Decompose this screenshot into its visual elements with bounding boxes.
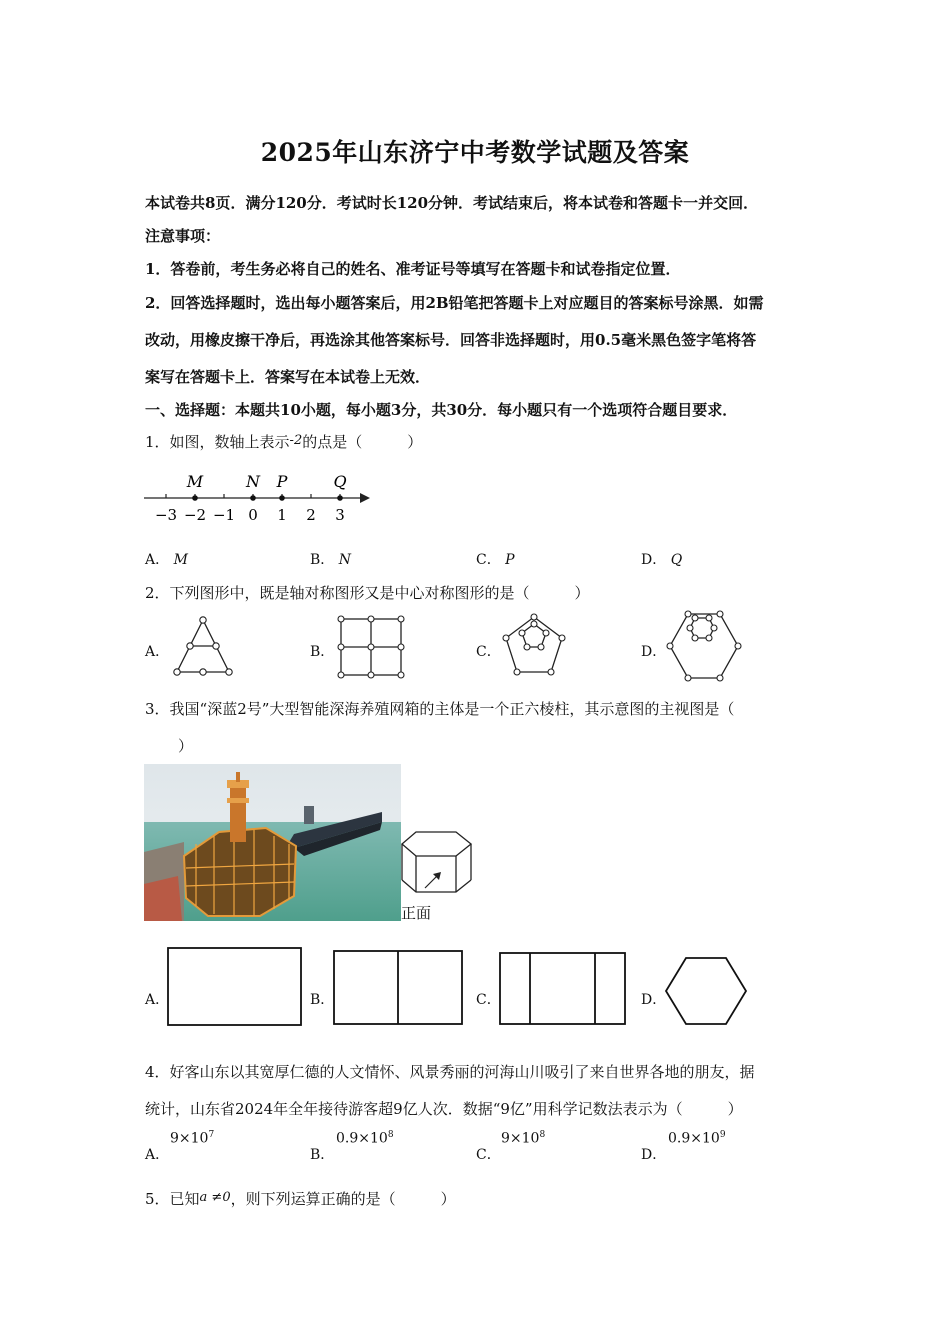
question-4-stem-line-1: 4．好客山东以其宽厚仁德的人文情怀、风景秀丽的河海山川吸引了来自世界各地的朋友，据 [145, 1063, 755, 1081]
number-line-point-label: M [186, 472, 204, 491]
hexagon-figure [664, 608, 744, 682]
number-line-point [192, 495, 198, 501]
number-line-point-label: Q [333, 472, 347, 491]
hexagonal-prism-figure [401, 828, 479, 898]
q4-option-a-label[interactable]: A． [145, 1147, 170, 1163]
q4-option-c-value[interactable]: $9\times 10^8$ [501, 1130, 546, 1147]
number-line-point [250, 495, 256, 501]
number-line-tick-label: −2 [183, 506, 207, 524]
q3-option-d-figure[interactable] [664, 955, 750, 1027]
pentagon-figure [498, 610, 570, 682]
q2-option-b-label[interactable]: B． [310, 644, 335, 660]
number-line-point-label: P [276, 472, 288, 491]
arrow-right-icon [360, 493, 370, 503]
number-line-tick-label: 3 [335, 506, 345, 524]
question-1-stem: 1．如图，数轴上表示-2的点是（ ） [145, 433, 423, 451]
q1-option-c[interactable]: C． P [476, 552, 515, 568]
q3-option-b-figure[interactable] [332, 949, 465, 1027]
q4-option-d-label[interactable]: D． [641, 1147, 667, 1163]
front-view-label: 正面 [401, 904, 432, 922]
number-line-tick-label: 2 [306, 506, 316, 524]
grid-figure [336, 614, 406, 680]
number-line-tick-label: 0 [248, 506, 258, 524]
q3-option-a-label[interactable]: A． [145, 992, 170, 1008]
note-2-line-3: 案写在答题卡上．答案写在本试卷上无效． [145, 368, 431, 386]
q2-option-c-label[interactable]: C． [476, 644, 501, 660]
number-line-tick-label: −3 [154, 506, 178, 524]
q4-option-d-value[interactable]: $0.9\times 10^9$ [668, 1130, 726, 1147]
question-3-stem-line-1: 3．我国“深蓝2号”大型智能深海养殖网箱的主体是一个正六棱柱，其示意图的主视图是（ [145, 700, 735, 718]
question-5-stem: 5．已知a ≠0，则下列运算正确的是（ ） [145, 1190, 456, 1208]
aquaculture-cage-photo [144, 764, 401, 921]
q3-option-c-figure[interactable] [498, 951, 628, 1027]
notes-heading: 注意事项： [145, 227, 221, 245]
q2-option-a-label[interactable]: A． [145, 644, 170, 660]
question-3-stem-line-2: ） [178, 737, 194, 755]
q4-option-b-label[interactable]: B． [310, 1147, 335, 1163]
q1-option-b[interactable]: B． N [310, 552, 351, 568]
q3-option-b-label[interactable]: B． [310, 992, 335, 1008]
q4-option-a-value[interactable]: $9\times 10^7$ [170, 1130, 215, 1147]
q3-option-c-label[interactable]: C． [476, 992, 501, 1008]
number-line-tick-label: −1 [212, 506, 236, 524]
q1-option-d[interactable]: D． Q [641, 552, 683, 568]
number-line-point-label: N [246, 472, 260, 491]
exam-info: 本试卷共8页．满分120分．考试时长120分钟．考试结束后，将本试卷和答题卡一并交回． [145, 194, 759, 212]
note-1: 1．答卷前，考生务必将自己的姓名、准考证号等填写在答题卡和试卷指定位置． [145, 260, 681, 278]
q1-option-a[interactable]: A． M [145, 552, 188, 568]
page-title: 2025年山东济宁中考数学试题及答案 [260, 138, 690, 167]
question-4-stem-line-2: 统计，山东省2024年全年接待游客超9亿人次．数据“9亿”用科学记数法表示为（ ） [145, 1100, 743, 1118]
q2-option-d-label[interactable]: D． [641, 644, 667, 660]
number-line [140, 468, 380, 528]
q3-option-a-figure[interactable] [166, 946, 304, 1028]
question-2-stem: 2．下列图形中，既是轴对称图形又是中心对称图形的是（ ） [145, 584, 590, 602]
triangle-figure [168, 612, 238, 680]
q4-option-c-label[interactable]: C． [476, 1147, 501, 1163]
number-line-point [279, 495, 285, 501]
note-2-line-1: 2．回答选择题时，选出每小题答案后，用2B铅笔把答题卡上对应题目的答案标号涂黑．如需 [145, 294, 764, 312]
q4-option-b-value[interactable]: $0.9\times 10^8$ [336, 1130, 394, 1147]
number-line-tick-label: 1 [277, 506, 287, 524]
number-line-point [337, 495, 343, 501]
q3-option-d-label[interactable]: D． [641, 992, 667, 1008]
section-1-heading: 一、选择题：本题共10小题，每小题3分，共30分．每小题只有一个选项符合题目要求． [145, 401, 738, 419]
note-2-line-2: 改动，用橡皮擦干净后，再选涂其他答案标号．回答非选择题时，用0.5毫米黑色签字笔将答 [145, 331, 757, 349]
